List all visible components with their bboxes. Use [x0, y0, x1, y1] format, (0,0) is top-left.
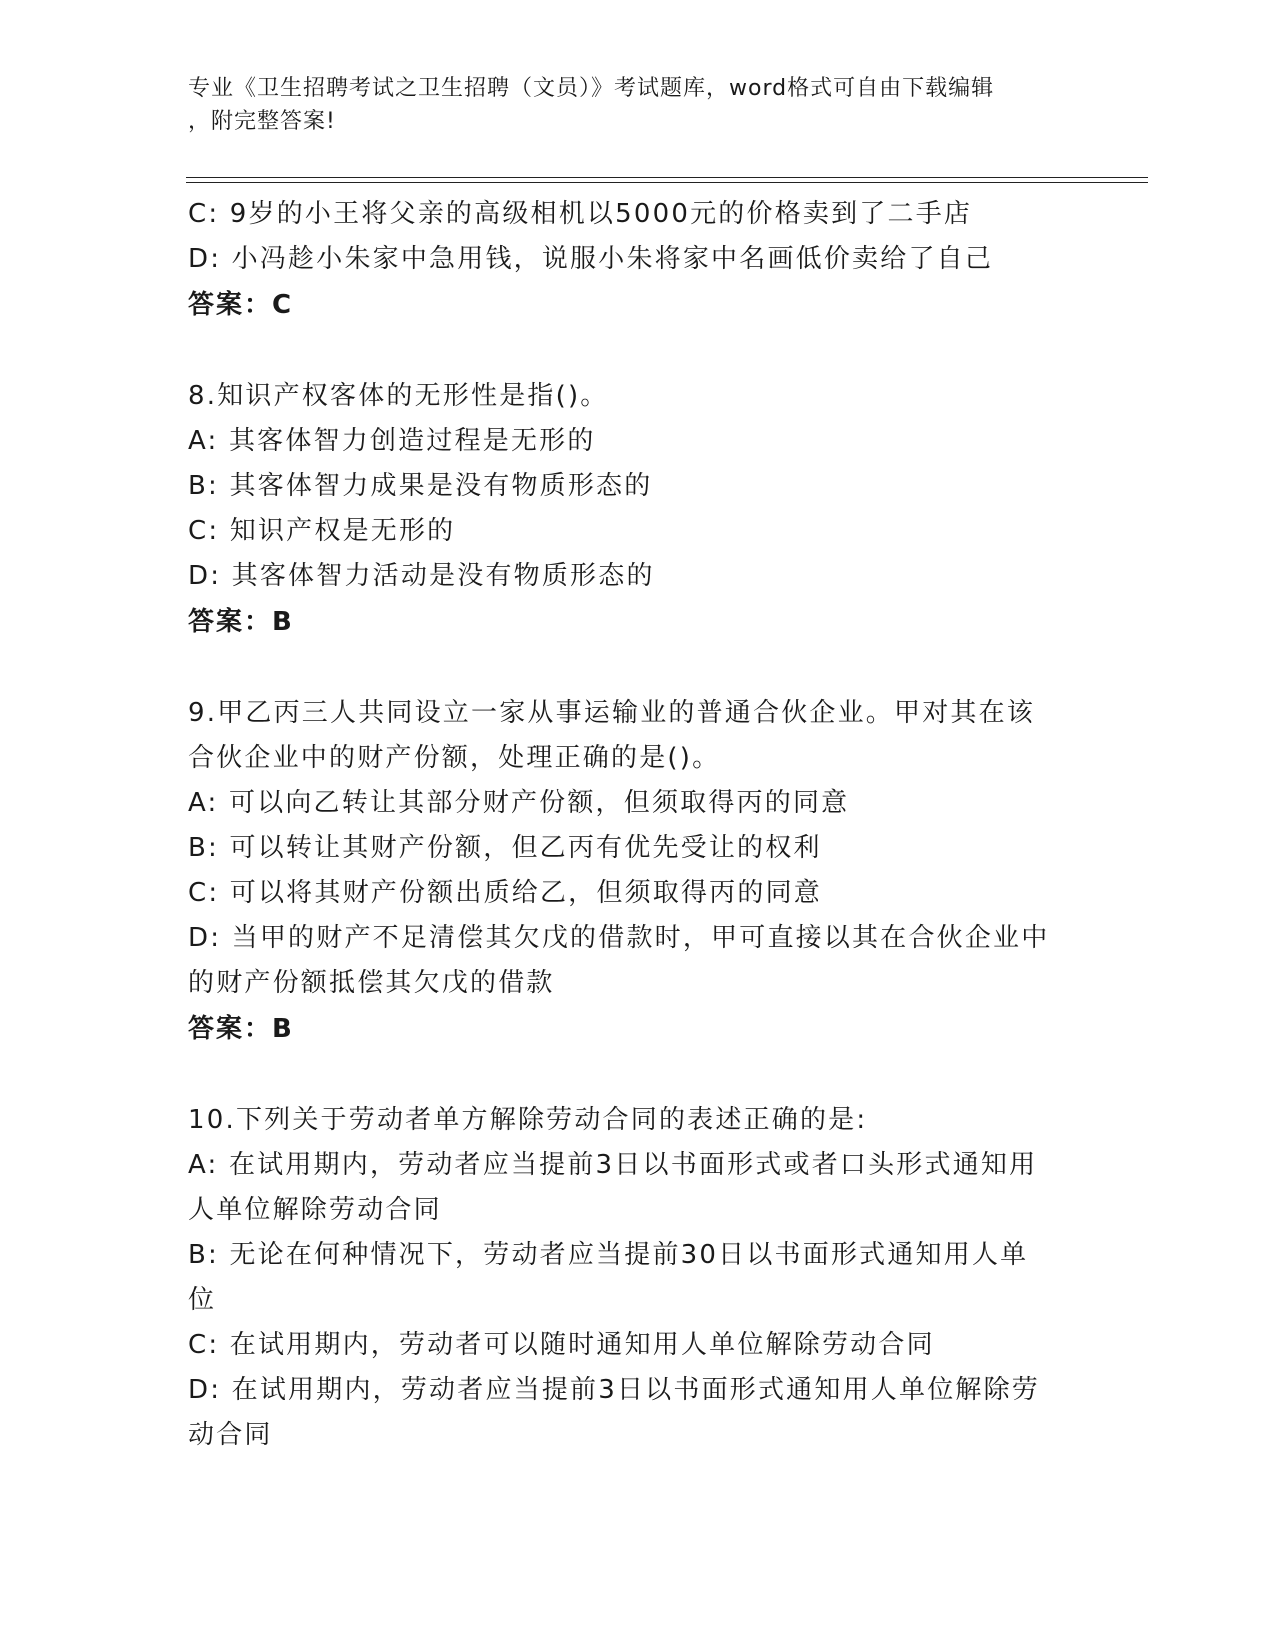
q7-option-c: C: 9岁的小王将父亲的高级相机以5000元的价格卖到了二手店	[188, 199, 973, 229]
q8-option-b: B: 其客体智力成果是没有物质形态的	[188, 471, 653, 501]
spacer	[188, 328, 1068, 374]
q9-answer: 答案：B	[188, 1014, 294, 1044]
spacer	[188, 1052, 1068, 1098]
q7-answer: 答案：C	[188, 290, 294, 320]
q8-option-c: C: 知识产权是无形的	[188, 516, 456, 546]
q8-answer: 答案：B	[188, 607, 294, 637]
q8-option-a: A: 其客体智力创造过程是无形的	[188, 426, 596, 456]
q10-option-c: C: 在试用期内，劳动者可以随时通知用人单位解除劳动合同	[188, 1330, 935, 1360]
q10-option-a-line-1: A: 在试用期内，劳动者应当提前3日以书面形式或者口头形式通知用	[188, 1150, 1038, 1180]
spacer	[188, 645, 1068, 691]
q8-stem: 8.知识产权客体的无形性是指()。	[188, 381, 609, 411]
q9-option-a: A: 可以向乙转让其部分财产份额，但须取得丙的同意	[188, 788, 850, 818]
question-8	[188, 374, 1068, 645]
question-content	[188, 192, 1068, 1458]
header-line-1: 专业《卫生招聘考试之卫生招聘（文员）》考试题库，word格式可自由下载编辑	[188, 76, 995, 101]
q9-option-d-line-1: D: 当甲的财产不足清偿其欠戊的借款时，甲可直接以其在合伙企业中	[188, 923, 1050, 953]
q8-option-d: D: 其客体智力活动是没有物质形态的	[188, 561, 655, 591]
question-7-partial	[188, 192, 1068, 328]
q10-option-b-line-2: 位	[188, 1285, 217, 1315]
question-10	[188, 1098, 1068, 1458]
q9-option-d-line-2: 的财产份额抵偿其欠戊的借款	[188, 968, 555, 998]
q10-option-d-line-1: D: 在试用期内，劳动者应当提前3日以书面形式通知用人单位解除劳	[188, 1375, 1040, 1405]
q10-stem: 10.下列关于劳动者单方解除劳动合同的表述正确的是:	[188, 1105, 868, 1135]
header-divider-top	[186, 177, 1148, 178]
header-divider-bottom	[186, 182, 1148, 183]
document-header	[188, 72, 1068, 138]
q10-option-b-line-1: B: 无论在何种情况下，劳动者应当提前30日以书面形式通知用人单	[188, 1240, 1029, 1270]
q10-option-a-line-2: 人单位解除劳动合同	[188, 1195, 442, 1225]
q9-option-c: C: 可以将其财产份额出质给乙，但须取得丙的同意	[188, 878, 822, 908]
q10-option-d-line-2: 动合同	[188, 1420, 273, 1450]
q9-option-b: B: 可以转让其财产份额，但乙丙有优先受让的权利	[188, 833, 822, 863]
header-line-2: ，附完整答案!	[188, 109, 336, 134]
q9-stem-line-1: 9.甲乙丙三人共同设立一家从事运输业的普通合伙企业。甲对其在该	[188, 698, 1036, 728]
question-9	[188, 691, 1068, 1052]
q7-option-d: D: 小冯趁小朱家中急用钱，说服小朱将家中名画低价卖给了自己	[188, 244, 994, 274]
q9-stem-line-2: 合伙企业中的财产份额，处理正确的是()。	[188, 743, 721, 773]
